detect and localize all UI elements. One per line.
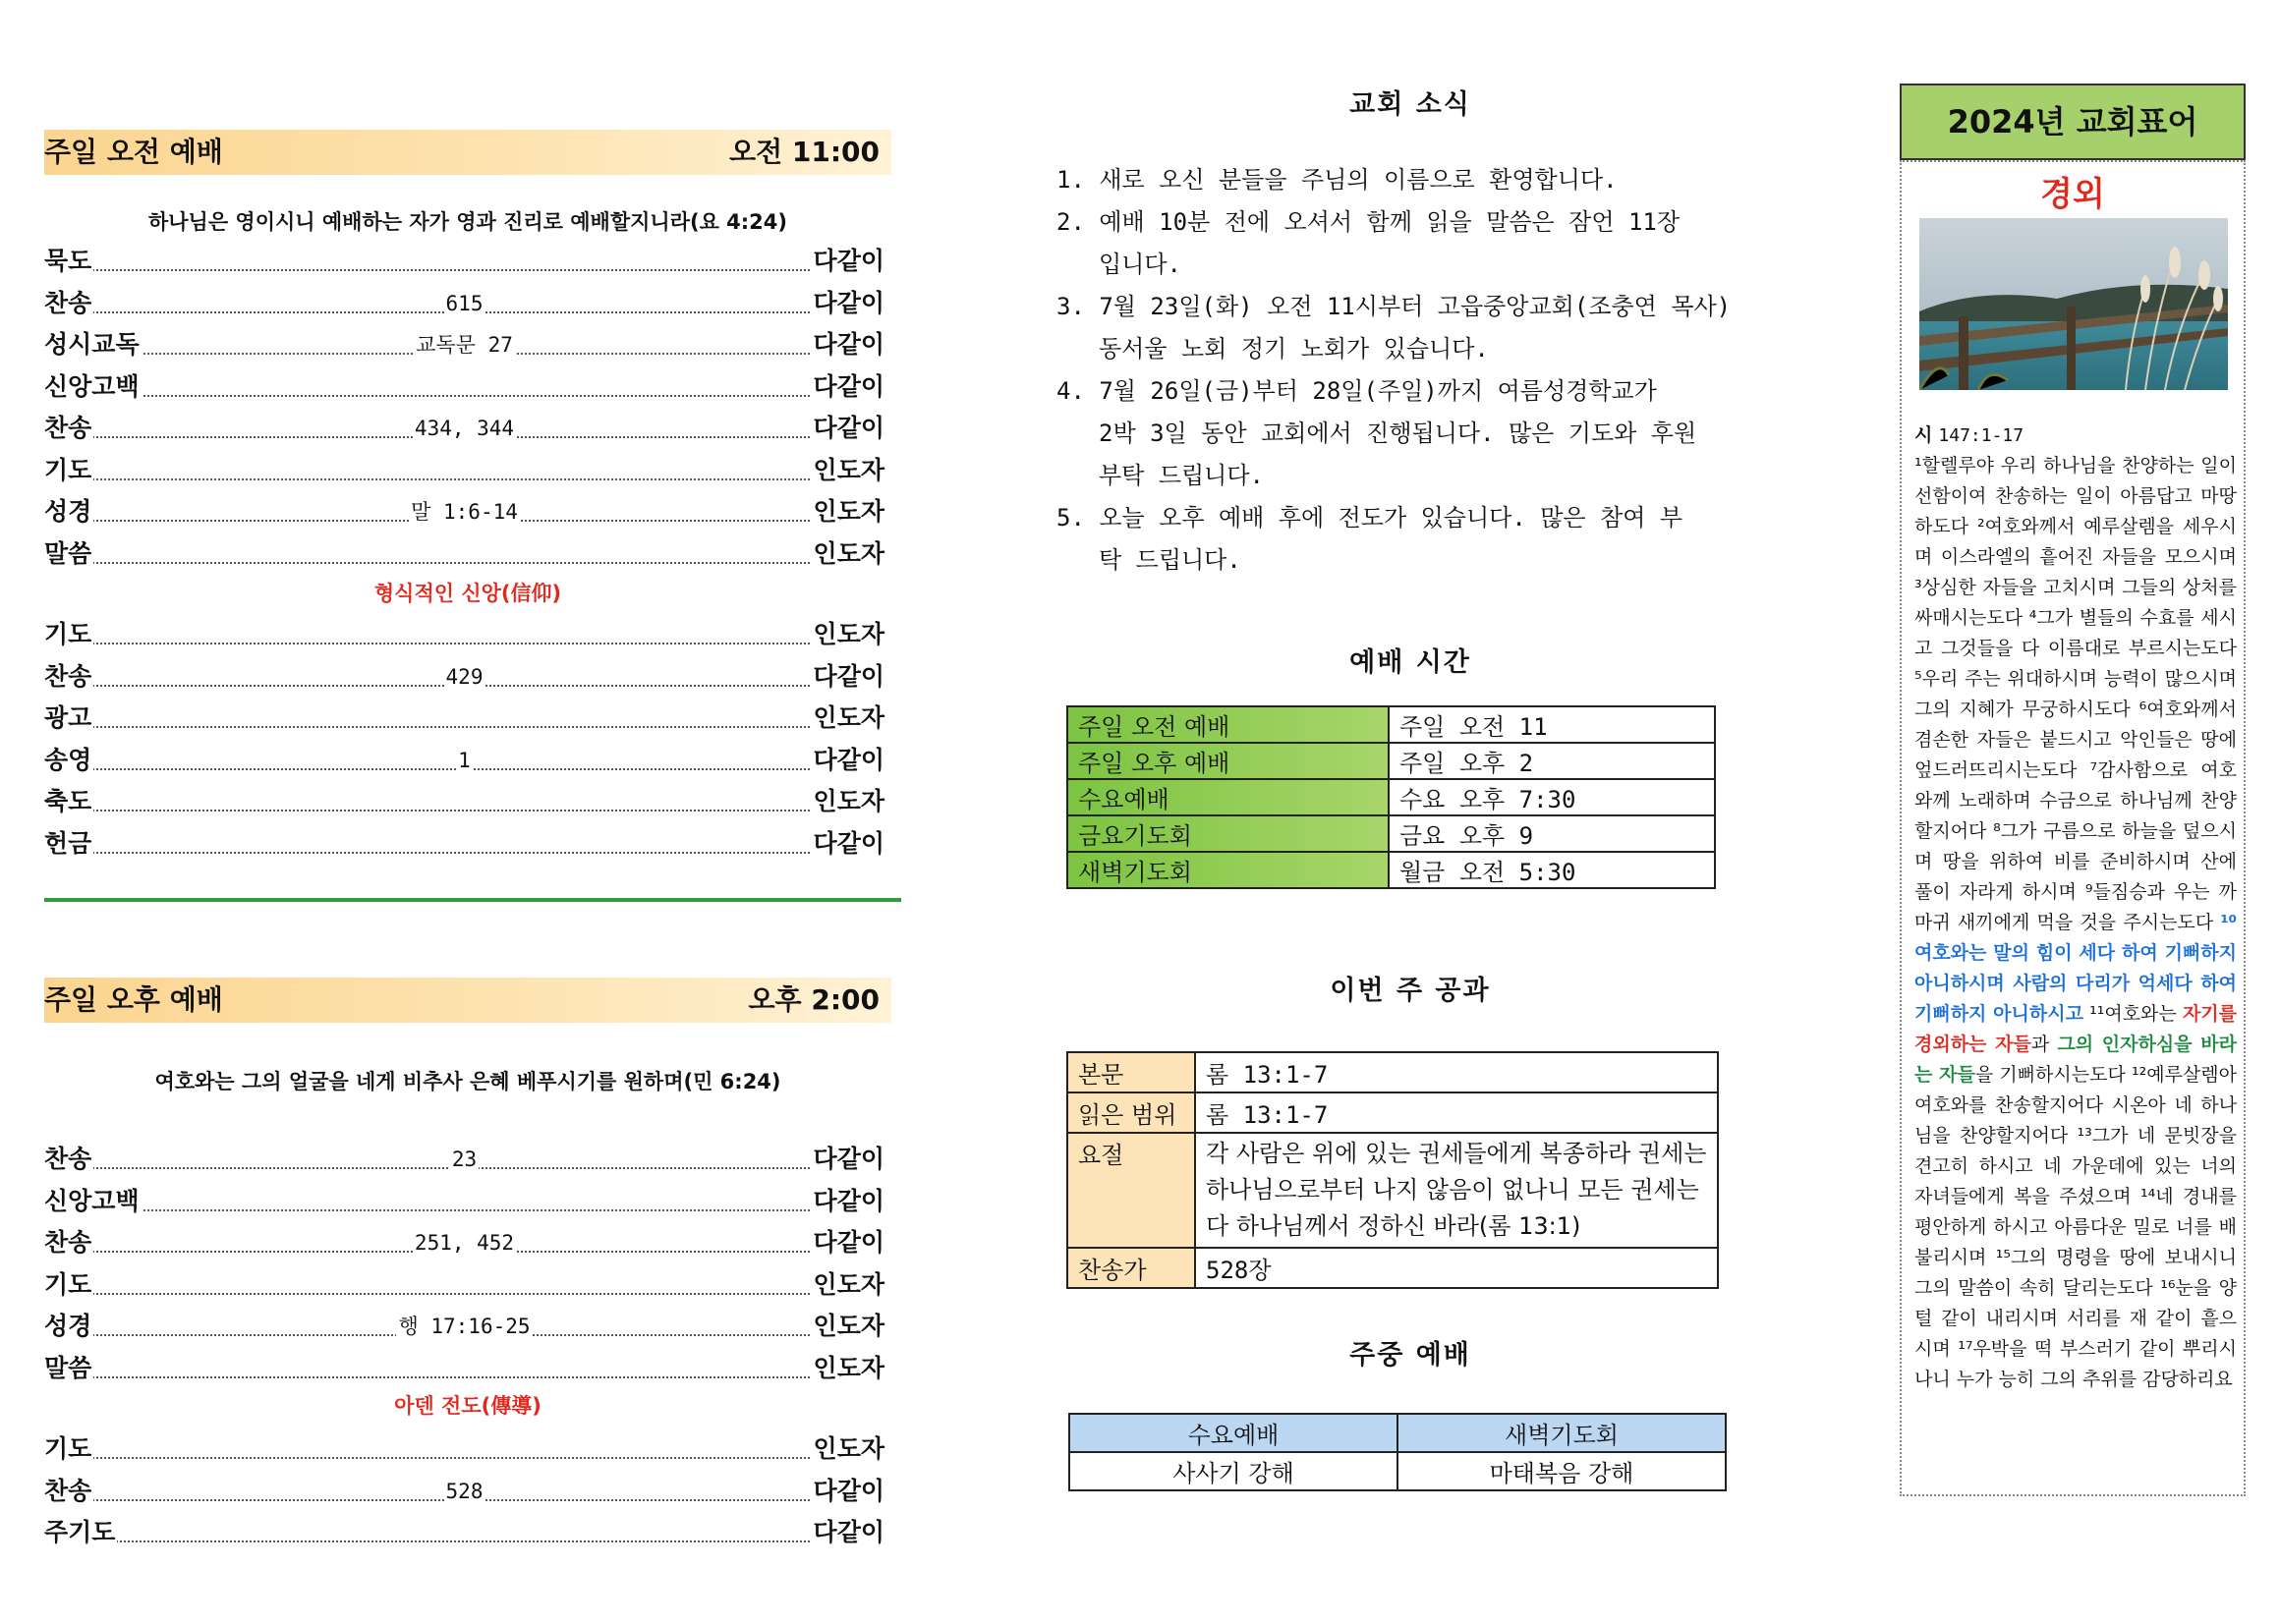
news-line: 3. 7월 23일(화) 오전 11시부터 고읍중앙교회(조충연 목사) (1056, 293, 1732, 320)
order-item-detail: 434, 344 (414, 417, 515, 440)
psalm-text (1914, 420, 2237, 1395)
order-item-leader: 다같이 (812, 409, 884, 448)
schedule-time: 주일 오전 11 (1389, 706, 1715, 743)
order-item (44, 492, 884, 532)
motto-header: 2024년 교회표어 (1900, 84, 2246, 160)
order-item-leader: 인도자 (812, 615, 884, 654)
order-item-name: 말씀 (44, 534, 93, 574)
psalm-passage: ¹할렐루야 우리 하나님을 찬양하는 일이 선함이여 찬송하는 일이 아름답고 마땅하도다 ²여호와께서 예루살렘을 세우시며 이스라엘의 흩어진 자들을 모으시며 ³상심한 자들을 고치시며 그들의 상처를 싸매시는도다 ⁴그가 별들의 수효를 세시고 그것들을 다 이름대로 부르시는도다 ⁵우리 주는 위대하시며 능력이 많으시며 그의 지혜가 무궁하시도다 ⁶여호와께서 겸손한 자들은 붙드시고 악인들은 땅에 엎드러뜨리시는도다 ⁷감사함으로 여호와께 노래하며 수금으로 하나님께 찬양할지어다 ⁸그가 구름으로 하늘을 덮으시며 땅을 위하여 비를 준비하시며 산에 풀이 자라게 하시며 ⁹들짐승과 우는 까마귀 새끼에게 먹을 것을 주시는도다 (1914, 455, 2237, 933)
order-item-leader: 인도자 (812, 451, 884, 490)
order-item-leader: 다같이 (812, 824, 884, 864)
section-divider (44, 898, 901, 902)
news-line: 부탁 드립니다. (1099, 462, 1265, 489)
order-item (44, 1182, 884, 1221)
lesson-label: 읽은 범위 (1067, 1092, 1195, 1133)
psalm-highlight-blue: ¹⁰여호와는 말의 힘이 세다 하여 기뻐하지 아니하시며 사람의 다리가 억세다 하여 기뻐하지 아니하시고 (1914, 912, 2237, 1025)
lesson-title: 이번 주 공과 (1330, 976, 1491, 1006)
lesson-value: 롬 13:1-7 (1195, 1052, 1718, 1092)
landscape-photo (1919, 218, 2228, 390)
order-item-detail: 교독문 27 (416, 333, 513, 357)
order-item-name: 기도 (44, 1265, 93, 1305)
order-item-name: 광고 (44, 699, 93, 738)
psalm-reference: 147:1-17 (1938, 425, 2024, 446)
table-row (1069, 1414, 1726, 1452)
order-item-name: 성경 (44, 492, 93, 532)
dot-leader (44, 478, 884, 480)
order-item-leader: 인도자 (812, 1265, 884, 1305)
order-item (44, 741, 884, 780)
table-row (1067, 1092, 1718, 1133)
schedule-title: 예배 시간 (1349, 647, 1471, 678)
dot-leader (44, 395, 884, 397)
order-item (44, 824, 884, 864)
order-item (44, 409, 884, 448)
order-item-leader: 다같이 (812, 1223, 884, 1262)
order-item-detail: 행 17:16-25 (398, 1315, 531, 1338)
order-item-name: 찬송 (44, 284, 93, 323)
order-item-leader: 인도자 (812, 1349, 884, 1388)
table-row (1067, 815, 1715, 852)
order-item (44, 1472, 884, 1511)
lesson-value: 528장 (1195, 1248, 1718, 1288)
afternoon-call-verse: 여호와는 그의 얼굴을 네게 비추사 은혜 베푸시기를 원하며(민 6:24) (154, 1070, 781, 1093)
morning-service-header (44, 130, 891, 175)
order-item (44, 284, 884, 323)
weekday-table (1068, 1413, 1727, 1491)
schedule-time: 수요 오후 7:30 (1389, 779, 1715, 815)
afternoon-service-header (44, 978, 891, 1023)
order-item (44, 534, 884, 574)
afternoon-service-time: 오후 2:00 (748, 983, 880, 1016)
order-item (44, 367, 884, 407)
news-line: 탁 드립니다. (1099, 546, 1241, 574)
order-item-detail-wrap (44, 741, 884, 780)
dot-leader (44, 1376, 884, 1378)
order-item-name: 주기도 (44, 1513, 117, 1552)
order-item-detail: 251, 452 (414, 1231, 515, 1255)
order-item-name: 축도 (44, 782, 93, 821)
order-item-leader: 인도자 (812, 1307, 884, 1346)
schedule-time: 주일 오후 2 (1389, 743, 1715, 779)
order-item-name: 찬송 (44, 1472, 93, 1511)
afternoon-sermon-title: 아덴 전도(傳導) (394, 1394, 542, 1418)
order-item-detail-wrap (44, 409, 884, 448)
table-row (1067, 1052, 1718, 1092)
order-item-name: 성시교독 (44, 325, 142, 364)
order-item-leader: 인도자 (812, 534, 884, 574)
order-item-leader: 인도자 (812, 782, 884, 821)
psalm-highlight-green: 그의 인자하심을 바라는 자들 (1914, 1034, 2237, 1086)
news-line: 동서울 노회 정기 노회가 있습니다. (1099, 335, 1489, 363)
order-item-leader: 다같이 (812, 242, 884, 281)
order-item-detail-wrap (44, 1140, 884, 1179)
order-item-leader: 다같이 (812, 1472, 884, 1511)
weekday-header: 수요예배 (1069, 1414, 1397, 1452)
order-item (44, 325, 884, 364)
order-item-detail: 429 (445, 664, 484, 689)
order-item-detail-wrap (44, 657, 884, 697)
schedule-service: 금요기도회 (1067, 815, 1389, 852)
order-item-leader: 다같이 (812, 1182, 884, 1221)
schedule-service: 주일 오전 예배 (1067, 706, 1389, 743)
order-item-detail-wrap (44, 284, 884, 323)
order-item-name: 신앙고백 (44, 1182, 142, 1221)
lesson-value: 롬 13:1-7 (1195, 1092, 1718, 1133)
order-item (44, 242, 884, 281)
news-line: 1. 새로 오신 분들을 주님의 이름으로 환영합니다. (1056, 166, 1618, 194)
order-item-detail-wrap (44, 1472, 884, 1511)
schedule-service: 새벽기도회 (1067, 852, 1389, 888)
lesson-memory-verse: 각 사람은 위에 있는 권세들에게 복종하라 권세는 하나님으로부터 나지 않음이 없나니 모든 권세는 다 하나님께서 정하신 바라(롬 13:1) (1195, 1133, 1718, 1248)
order-item-leader: 다같이 (812, 1140, 884, 1179)
order-item-name: 헌금 (44, 824, 93, 864)
lesson-label: 찬송가 (1067, 1248, 1195, 1288)
table-row (1067, 779, 1715, 815)
order-item-name: 송영 (44, 741, 93, 780)
schedule-time: 월금 오전 5:30 (1389, 852, 1715, 888)
order-item-name: 찬송 (44, 1223, 93, 1262)
order-item-name: 찬송 (44, 657, 93, 697)
lesson-label: 본문 (1067, 1052, 1195, 1092)
order-item-detail-wrap (44, 325, 884, 364)
order-item-leader: 인도자 (812, 492, 884, 532)
news-line: 입니다. (1099, 251, 1182, 278)
order-item-name: 말씀 (44, 1349, 93, 1388)
order-item (44, 1307, 884, 1346)
order-item-name: 찬송 (44, 1140, 93, 1179)
order-item-name: 묵도 (44, 242, 93, 281)
order-item-leader: 인도자 (812, 699, 884, 738)
news-title: 교회 소식 (1349, 89, 1471, 120)
news-line: 2박 3일 동안 교회에서 진행됩니다. 많은 기도와 후원 (1099, 420, 1697, 447)
order-item-leader: 다같이 (812, 657, 884, 697)
dot-leader (44, 1293, 884, 1295)
morning-sermon-title: 형식적인 신앙(信仰) (373, 582, 562, 605)
schedule-service: 수요예배 (1067, 779, 1389, 815)
order-item-detail-wrap (44, 492, 884, 532)
dot-leader (44, 726, 884, 728)
order-item-leader: 다같이 (812, 1513, 884, 1552)
order-item-detail-wrap (44, 1223, 884, 1262)
order-item-name: 기도 (44, 451, 93, 490)
dot-leader (44, 643, 884, 644)
schedule-table (1066, 705, 1716, 889)
order-item-detail: 말 1:6-14 (411, 500, 518, 524)
order-item-detail-wrap (44, 1307, 884, 1346)
weekday-value: 마태복음 강해 (1397, 1452, 1726, 1490)
order-item-detail: 615 (445, 291, 484, 315)
news-list (1056, 159, 1764, 582)
psalm-book: 시 (1914, 424, 1933, 446)
news-line: 5. 오늘 오후 예배 후에 전도가 있습니다. 많은 참여 부 (1056, 504, 1683, 532)
news-line: 4. 7월 26일(금)부터 28일(주일)까지 여름성경학교가 (1056, 377, 1657, 405)
motto-word: 경외 (2040, 175, 2105, 214)
order-item-name: 신앙고백 (44, 367, 142, 407)
weekday-value: 사사기 강해 (1069, 1452, 1397, 1490)
order-item (44, 657, 884, 697)
weekday-title: 주중 예배 (1349, 1340, 1471, 1371)
order-item-detail: 528 (445, 1479, 484, 1503)
dot-leader (44, 810, 884, 812)
morning-service-title: 주일 오전 예배 (44, 136, 223, 168)
psalm-highlight-red: 자기를 경외하는 자들 (1914, 1003, 2237, 1055)
weekday-header: 새벽기도회 (1397, 1414, 1726, 1452)
psalm-passage: 과 (2030, 1034, 2058, 1055)
order-item (44, 615, 884, 654)
order-item-detail: 1 (458, 748, 471, 772)
order-item-leader: 다같이 (812, 741, 884, 780)
order-item-leader: 다같이 (812, 367, 884, 407)
table-row (1067, 1133, 1718, 1248)
order-item (44, 1349, 884, 1388)
dot-leader (44, 1540, 884, 1542)
order-item-leader: 인도자 (812, 1429, 884, 1469)
order-item (44, 699, 884, 738)
table-row (1067, 852, 1715, 888)
afternoon-service-title: 주일 오후 예배 (44, 983, 223, 1016)
dot-leader (44, 1209, 884, 1211)
psalm-passage: 을 기뻐하시는도다 ¹²예루살렘아 여호와를 찬송할지어다 시온아 네 하나님을 찬양할지어다 ¹³그가 네 문빗장을 견고히 하시고 네 가운데에 있는 너의 자녀들에게 복을 주셨으며 ¹⁴네 경내를 평안하게 하시고 아름다운 밀로 너를 배불리시며 ¹⁵그의 명령을 땅에 보내시니 그의 말씀이 속히 달리는도다 ¹⁶눈을 양털 같이 내리시며 서리를 재 같이 흩으시며 ¹⁷우박을 떡 부스러기 같이 뿌리시나니 누가 능히 그의 추위를 감당하리요 (1914, 1064, 2237, 1390)
order-item (44, 1223, 884, 1262)
morning-call-verse: 하나님은 영이시니 예배하는 자가 영과 진리로 예배할지니라(요 4:24) (147, 210, 788, 234)
order-item-name: 성경 (44, 1307, 93, 1346)
table-row (1067, 743, 1715, 779)
order-item-name: 찬송 (44, 409, 93, 448)
order-item-name: 기도 (44, 1429, 93, 1469)
dot-leader (44, 562, 884, 564)
news-line: 2. 예배 10분 전에 오셔서 함께 읽을 말씀은 잠언 11장 (1056, 208, 1681, 236)
order-item (44, 1429, 884, 1469)
order-item-leader: 다같이 (812, 284, 884, 323)
schedule-time: 금요 오후 9 (1389, 815, 1715, 852)
table-row (1069, 1452, 1726, 1490)
lesson-table (1066, 1051, 1719, 1289)
order-item (44, 782, 884, 821)
schedule-service: 주일 오후 예배 (1067, 743, 1389, 779)
order-item (44, 451, 884, 490)
order-item-detail: 23 (451, 1148, 478, 1171)
dot-leader (44, 269, 884, 271)
table-row (1067, 706, 1715, 743)
table-row (1067, 1248, 1718, 1288)
order-item (44, 1140, 884, 1179)
order-item-leader: 다같이 (812, 325, 884, 364)
order-item (44, 1265, 884, 1305)
dot-leader (44, 852, 884, 854)
dot-leader (44, 1457, 884, 1459)
order-item-name: 기도 (44, 615, 93, 654)
morning-service-time: 오전 11:00 (729, 136, 880, 168)
lesson-label: 요절 (1067, 1133, 1195, 1248)
order-item (44, 1513, 884, 1552)
psalm-passage: ¹¹여호와는 (2082, 1003, 2183, 1025)
